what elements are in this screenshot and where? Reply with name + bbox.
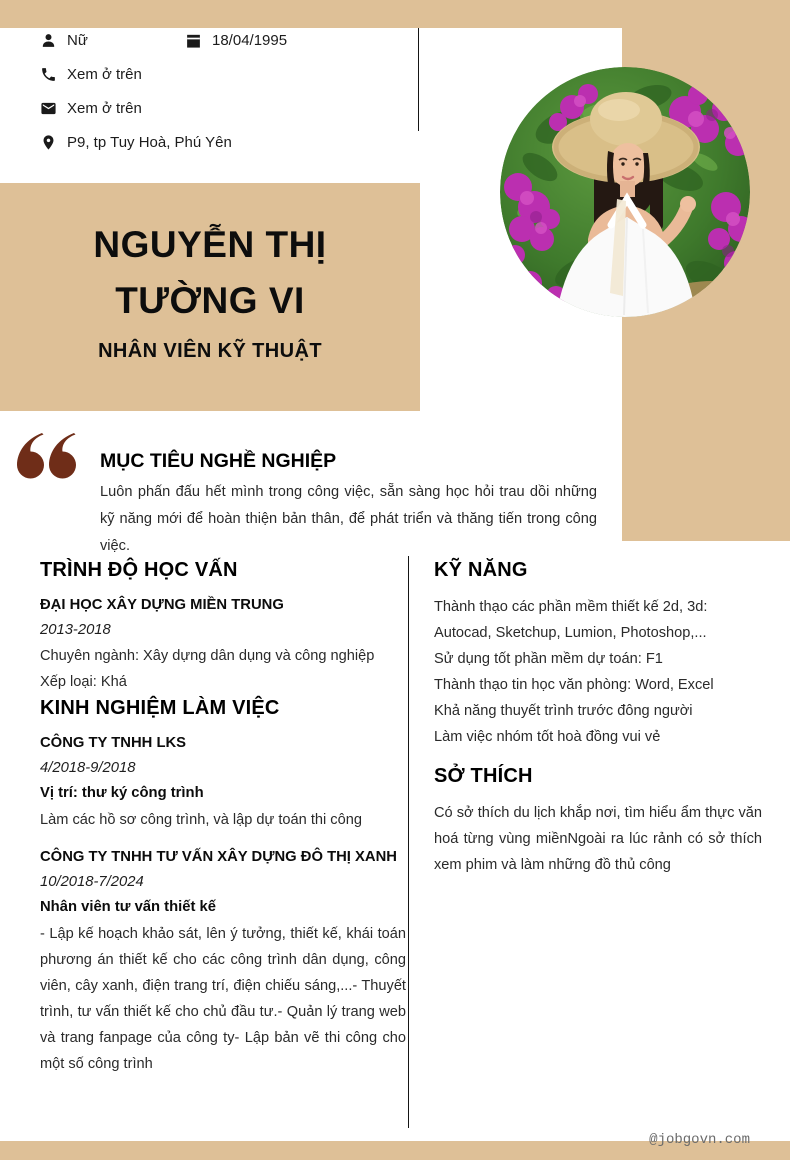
skill-item: Sử dụng tốt phần mềm dự toán: F1 [434, 651, 663, 667]
job-company: CÔNG TY TNHH TƯ VẤN XÂY DỰNG ĐÔ THỊ XANH [40, 849, 397, 865]
job-entry [40, 732, 406, 833]
hobbies-heading: SỞ THÍCH [434, 765, 533, 787]
skill-item: Autocad, Sketchup, Lumion, Photoshop,... [434, 625, 707, 641]
skill-item: Khả năng thuyết trình trước đông người [434, 703, 693, 719]
skill-item: Thành thạo tin học văn phòng: Word, Excel [434, 677, 714, 693]
education-period: 2013-2018 [40, 622, 111, 638]
quote-icon [16, 432, 78, 482]
education-major: Chuyên ngành: Xây dựng dân dụng và công nghiệp [40, 648, 375, 664]
education-grade: Xếp loại: Khá [40, 674, 127, 690]
candidate-name: NGUYỄN THỊ TƯỜNG VI [93, 224, 327, 321]
info-row-gender [40, 32, 88, 49]
education-school: ĐẠI HỌC XÂY DỰNG MIỀN TRUNG [40, 597, 284, 613]
header-divider-line [418, 28, 419, 131]
left-column [40, 558, 406, 1077]
info-row-address [40, 134, 232, 151]
job-period: 10/2018-7/2024 [40, 874, 144, 890]
location-pin-icon [40, 134, 57, 151]
objective-text: Luôn phấn đấu hết mình trong công việc, sẵn sàng học hỏi trau dồi những kỹ năng mới để hoàn thiện bản thân, để phát triển và thăng tiến trong công việc. [100, 484, 597, 554]
dob-value: 18/04/1995 [212, 32, 288, 49]
job-position: Nhân viên tư vấn thiết kế [40, 899, 216, 915]
gender-value: Nữ [67, 32, 88, 49]
person-icon [40, 32, 57, 49]
column-divider-line [408, 556, 409, 1128]
job-position: Vị trí: thư ký công trình [40, 785, 204, 801]
email-value: Xem ở trên [67, 100, 142, 117]
hobbies-text: Có sở thích du lịch khắp nơi, tìm hiểu ẩm thực văn hoá từng vùng miềnNgoài ra lúc rảnh có sở thích xem phim và làm những đồ thủ công [434, 805, 762, 873]
job-entry [40, 846, 406, 1077]
name-block [0, 183, 420, 411]
phone-value: Xem ở trên [67, 66, 142, 83]
skill-item: Làm việc nhóm tốt hoà đồng vui vẻ [434, 729, 661, 745]
experience-heading: KINH NGHIỆM LÀM VIỆC [40, 697, 280, 719]
address-value: P9, tp Tuy Hoà, Phú Yên [67, 134, 232, 151]
phone-icon [40, 66, 57, 83]
site-watermark: @jobgovn.com [649, 1132, 750, 1148]
candidate-title: NHÂN VIÊN KỸ THUẬT [98, 340, 322, 362]
envelope-icon [40, 100, 57, 117]
job-description: - Lập kế hoạch khảo sát, lên ý tưởng, thiết kế, khái toán phương án thiết kế cho các công trình dân dụng, công viên, cây xanh, điện trang trí, điện chiếu sáng,...- Thuyết trình, tư vấn thiết kế cho chủ đầu tư.- Quản lý trang web và trang fanpage của công ty- Lập bản vẽ thi công cho một số công trình [40, 926, 406, 1072]
job-description: Làm các hồ sơ công trình, và lập dự toán thi công [40, 812, 362, 828]
profile-photo-illustration [500, 67, 750, 317]
info-row-email [40, 100, 142, 117]
info-row-dob [185, 32, 287, 49]
avatar [500, 67, 750, 317]
job-period: 4/2018-9/2018 [40, 760, 136, 776]
skills-heading: KỸ NĂNG [434, 559, 528, 581]
right-column-content [434, 558, 762, 878]
skill-item: Thành thạo các phần mềm thiết kế 2d, 3d: [434, 599, 708, 615]
calendar-icon [185, 32, 202, 49]
objective-heading: MỤC TIÊU NGHỀ NGHIỆP [100, 450, 337, 472]
education-heading: TRÌNH ĐỘ HỌC VẤN [40, 559, 238, 581]
info-row-phone [40, 66, 142, 83]
job-company: CÔNG TY TNHH LKS [40, 735, 187, 751]
